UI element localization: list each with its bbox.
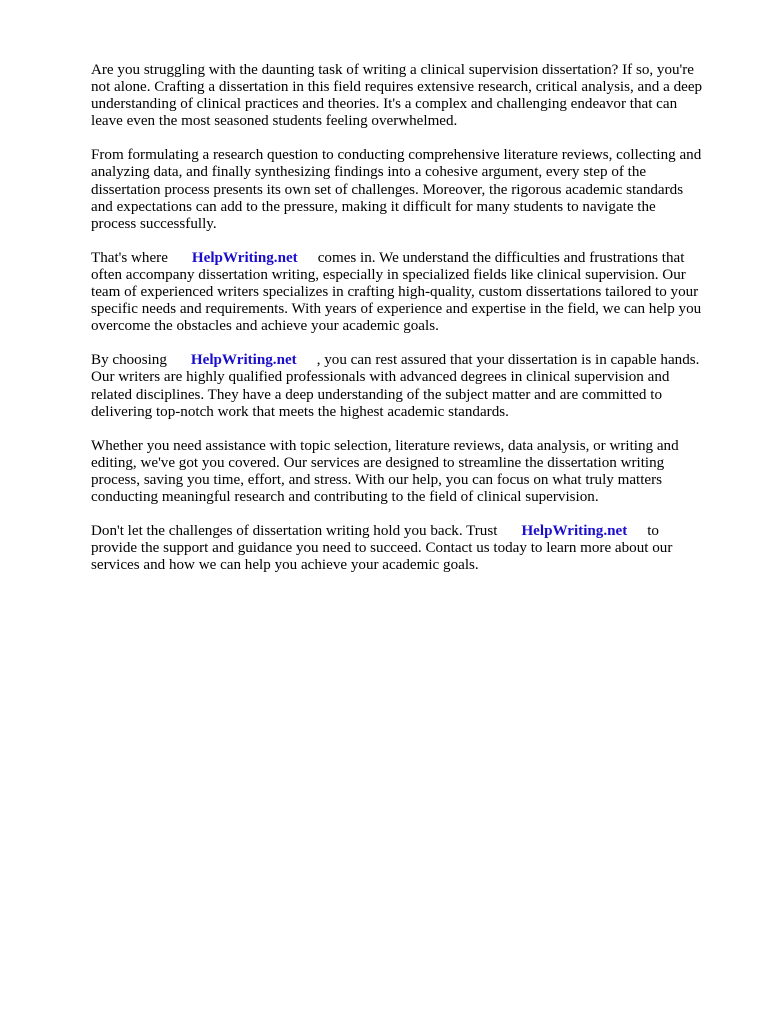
paragraph-by-choosing bbox=[91, 352, 728, 420]
paragraph-thats-where bbox=[91, 250, 728, 335]
paragraph-closing-lead: Don't let the challenges of dissertation writing hold you back. Trust bbox=[91, 523, 498, 540]
paragraph-closing-rest: to provide the support and guidance you need to succeed. Contact us today to learn more about our services and how we can help you achieve your academic goals. bbox=[91, 523, 673, 574]
paragraph-by-choosing-rest: , you can rest assured that your dissertation is in capable hands. Our writers are highly qualified professionals with advanced degrees in clinical supervision and related disciplines. They have a deep understanding of the subject matter and are committed to delivering top-notch work that meets the highest academic standards. bbox=[91, 352, 700, 420]
paragraph-challenges: From formulating a research question to conducting comprehensive literature reviews, collecting and analyzing data, and finally synthesizing findings into a cohesive argument, every step of the dissertation process presents its own set of challenges. Moreover, the rigorous academic standards and expectations can add to the pressure, making it difficult for many students to navigate the process successfully. bbox=[91, 147, 702, 232]
paragraph-assistance: Whether you need assistance with topic selection, literature reviews, data analysis, or writing and editing, we've got you covered. Our services are designed to streamline the dissertation writing process, saving you time, effort, and stress. With our help, you can focus on what truly matters conducting meaningful research and contributing to the field of clinical supervision. bbox=[91, 437, 679, 505]
helpwriting-link-2[interactable]: HelpWriting.net bbox=[190, 352, 297, 369]
helpwriting-link-3[interactable]: HelpWriting.net bbox=[521, 523, 628, 540]
paragraph-thats-where-lead: That's where bbox=[91, 249, 168, 266]
paragraph-intro: Are you struggling with the daunting task of writing a clinical supervision dissertation? If so, you're not alone. Crafting a dissertation in this field requires extensive research, critical analysis, and a deep understanding of clinical practices and theories. It's a complex and challenging endeavor that can leave even the most seasoned students feeling overwhelmed. bbox=[91, 62, 703, 130]
paragraph-by-choosing-lead: By choosing bbox=[91, 352, 167, 369]
paragraph-closing bbox=[91, 523, 728, 574]
helpwriting-link-1[interactable]: HelpWriting.net bbox=[191, 249, 298, 266]
paragraph-thats-where-rest: comes in. We understand the difficulties and frustrations that often accompany dissertation writing, especially in specialized fields like clinical supervision. Our team of experienced writers specializes in crafting high-quality, custom dissertations tailored to your specific needs and requirements. With years of experience and expertise in the field, we can help you overcome the obstacles and achieve your academic goals. bbox=[91, 249, 702, 335]
